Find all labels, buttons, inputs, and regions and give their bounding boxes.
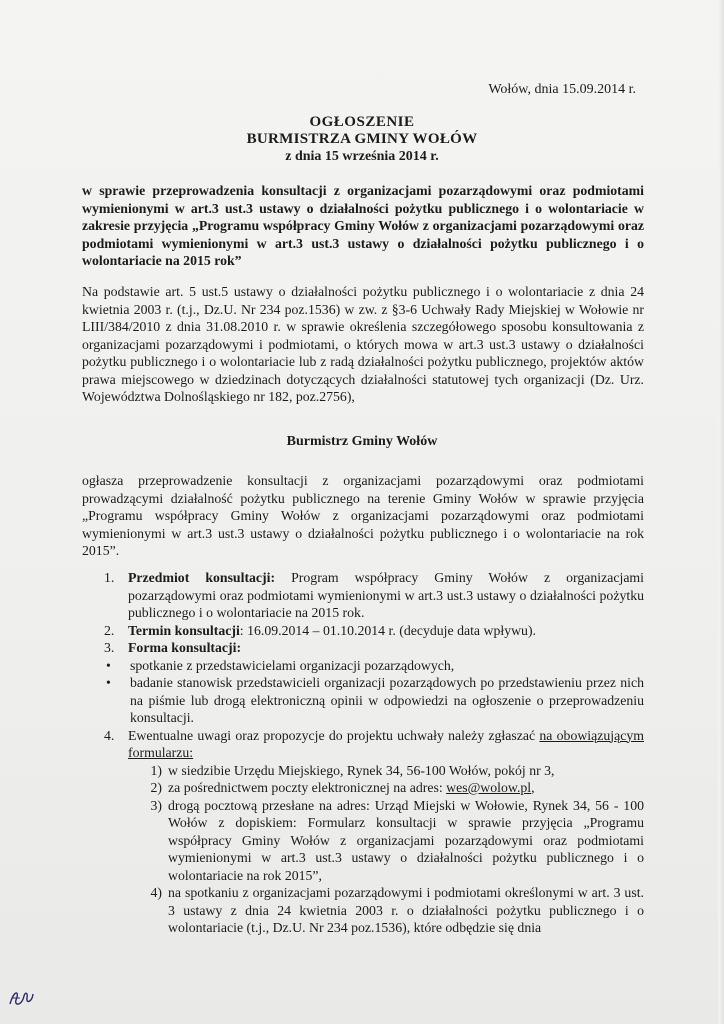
sub-item bbox=[138, 884, 644, 937]
sub-item bbox=[138, 762, 644, 780]
list-item bbox=[104, 622, 644, 640]
bullet-text: badanie stanowisk przedstawicieli organizacji pozarządowych po przedstawieniu przez nich na piśmie lub drogą elektroniczną opinii w odpowiedzi na ogłoszenie o przeprowadzeniu konsultacji. bbox=[130, 675, 644, 725]
sub-item-text: w siedzibie Urzędu Miejskiego, Rynek 34, 56-100 Wołów, pokój nr 3, bbox=[168, 762, 555, 778]
item-label: Forma konsultacji: bbox=[128, 640, 242, 655]
sub-item-number: 3) bbox=[150, 797, 162, 813]
item-text: Program współpracy Gminy Wołów z organizacjami pozarządowymi oraz podmiotami wymienionymi w art.3 ust.3 ustawy o działalności pożytku publicznego i o wolontariacie na 2015 rok. bbox=[128, 570, 645, 620]
item-number: 1. bbox=[104, 570, 115, 585]
bullet-item bbox=[104, 674, 644, 727]
sub-item bbox=[138, 797, 644, 885]
list-item bbox=[104, 639, 644, 657]
bullet-icon: • bbox=[106, 675, 111, 690]
item-number: 3. bbox=[104, 640, 115, 655]
bullet-item bbox=[104, 657, 644, 675]
sub-item-number: 2) bbox=[150, 780, 162, 795]
numbered-list bbox=[104, 569, 644, 937]
sub-item-text: na spotkaniu z organizacjami pozarządowymi i podmiotami określonymi w art. 3 ust. 3 ustawy z dnia 24 kwietnia 2003 r. o działalności pożytku publicznego i o wolontariacie (t.j., Dz.U. Nr 234 poz.1536), które odbędzie się dnia bbox=[168, 885, 644, 935]
list-item bbox=[104, 727, 644, 762]
sub-item-number: 1) bbox=[150, 762, 162, 778]
item-label: Przedmiot konsultacji: bbox=[128, 570, 276, 585]
item-text: : 16.09.2014 – 01.10.2014 r. (decyduje data wpływu). bbox=[239, 622, 536, 638]
legal-basis-paragraph: Na podstawie art. 5 ust.5 ustawy o działalności pożytku publicznego i o wolontariacie z dnia 24 kwietnia 2003 r. (t.j., Dz.U. Nr 234 poz.1536) w zw. z §3-6 Uchwały Rady Miejskiej w Wołowie nr LIII/384/2010 z dnia 31.08.2010 r. w sprawie określenia szczegółowego sposobu konsultowania z organizacjami pozarządowymi i podmiotami, o których mowa w art.3 ust.3 ustawy o działalności pożytku publicznego i o wolontariacie lub z radą działalności pożytku publicznego, projektów aktów prawa miejscowego w dziedzinach dotyczących działalności statutowej tych organizacji (Dz. Urz. Województwa Dolnośląskiego nr 182, poz.2756), bbox=[82, 284, 644, 404]
bullet-text: spotkanie z przedstawicielami organizacji pozarządowych, bbox=[130, 657, 455, 673]
subject-paragraph: w sprawie przeprowadzenia konsultacji z organizacjami pozarządowymi oraz podmiotami wymienionymi w art.3 ust.3 ustawy o działalności pożytku publicznego i o wolontariacie w zakresie przyjęcia „Programu współpracy Gminy Wołów z organizacjami pozarządowymi oraz podmiotami wymienionymi w art.3 ust.3 ustawy o działalności pożytku publicznego i o wolontariacie na 2015 rok” bbox=[82, 183, 644, 268]
item-label: Termin konsultacji bbox=[128, 622, 240, 638]
announcement-paragraph: ogłasza przeprowadzenie konsultacji z organizacjami pozarządowymi oraz podmiotami prowadzącymi działalność pożytku publicznego na terenie Gminy Wołów w sprawie przyjęcia „Programu współpracy Gminy Wołów z organizacjami pozarządowymi oraz podmiotami wymienionymi w art.3 ust.3 ustawy o działalności pożytku publicznego i o wolontariacie na rok 2015”. bbox=[82, 473, 644, 558]
document-date: z dnia 15 września 2014 r. bbox=[285, 149, 439, 164]
document-title: OGŁOSZENIE bbox=[309, 114, 415, 130]
place-date: Wołów, dnia 15.09.2014 r. bbox=[488, 82, 636, 97]
email-link[interactable]: wes@wolow.pl bbox=[446, 780, 532, 795]
item-number: 2. bbox=[104, 622, 115, 638]
document-issuer: BURMISTRZA GMINY WOŁÓW bbox=[246, 131, 478, 147]
item-text: Ewentualne uwagi oraz propozycje do projektu uchwały należy zgłaszać bbox=[128, 727, 540, 743]
mayor-heading: Burmistrz Gminy Wołów bbox=[286, 434, 438, 449]
sub-item-text: drogą pocztową przesłane na adres: Urząd Miejski w Wołowie, Rynek 34, 56 - 100 Wołów z dopiskiem: Formularz konsultacji w sprawie przyjęcia „Programu współpracy Gminy Wołów z organizacjami pozarządowymi oraz podmiotami wymienionymi w art.3 ust.3 ustawy o działalności pożytku publicznego i o wolontariacie na rok 2015”, bbox=[168, 797, 644, 883]
form-link[interactable]: na obowiązującym formularzu: bbox=[128, 727, 644, 760]
item-number: 4. bbox=[104, 727, 115, 743]
signature-initials-mark bbox=[6, 986, 36, 1010]
sub-item bbox=[138, 779, 644, 797]
sub-item-punct: , bbox=[531, 780, 535, 795]
sub-item-text: za pośrednictwem poczty elektronicznej na adres: bbox=[168, 780, 447, 795]
list-item bbox=[104, 569, 644, 622]
bullet-icon: • bbox=[106, 657, 111, 673]
sub-item-number: 4) bbox=[150, 885, 162, 900]
scan-edge bbox=[718, 0, 724, 1024]
